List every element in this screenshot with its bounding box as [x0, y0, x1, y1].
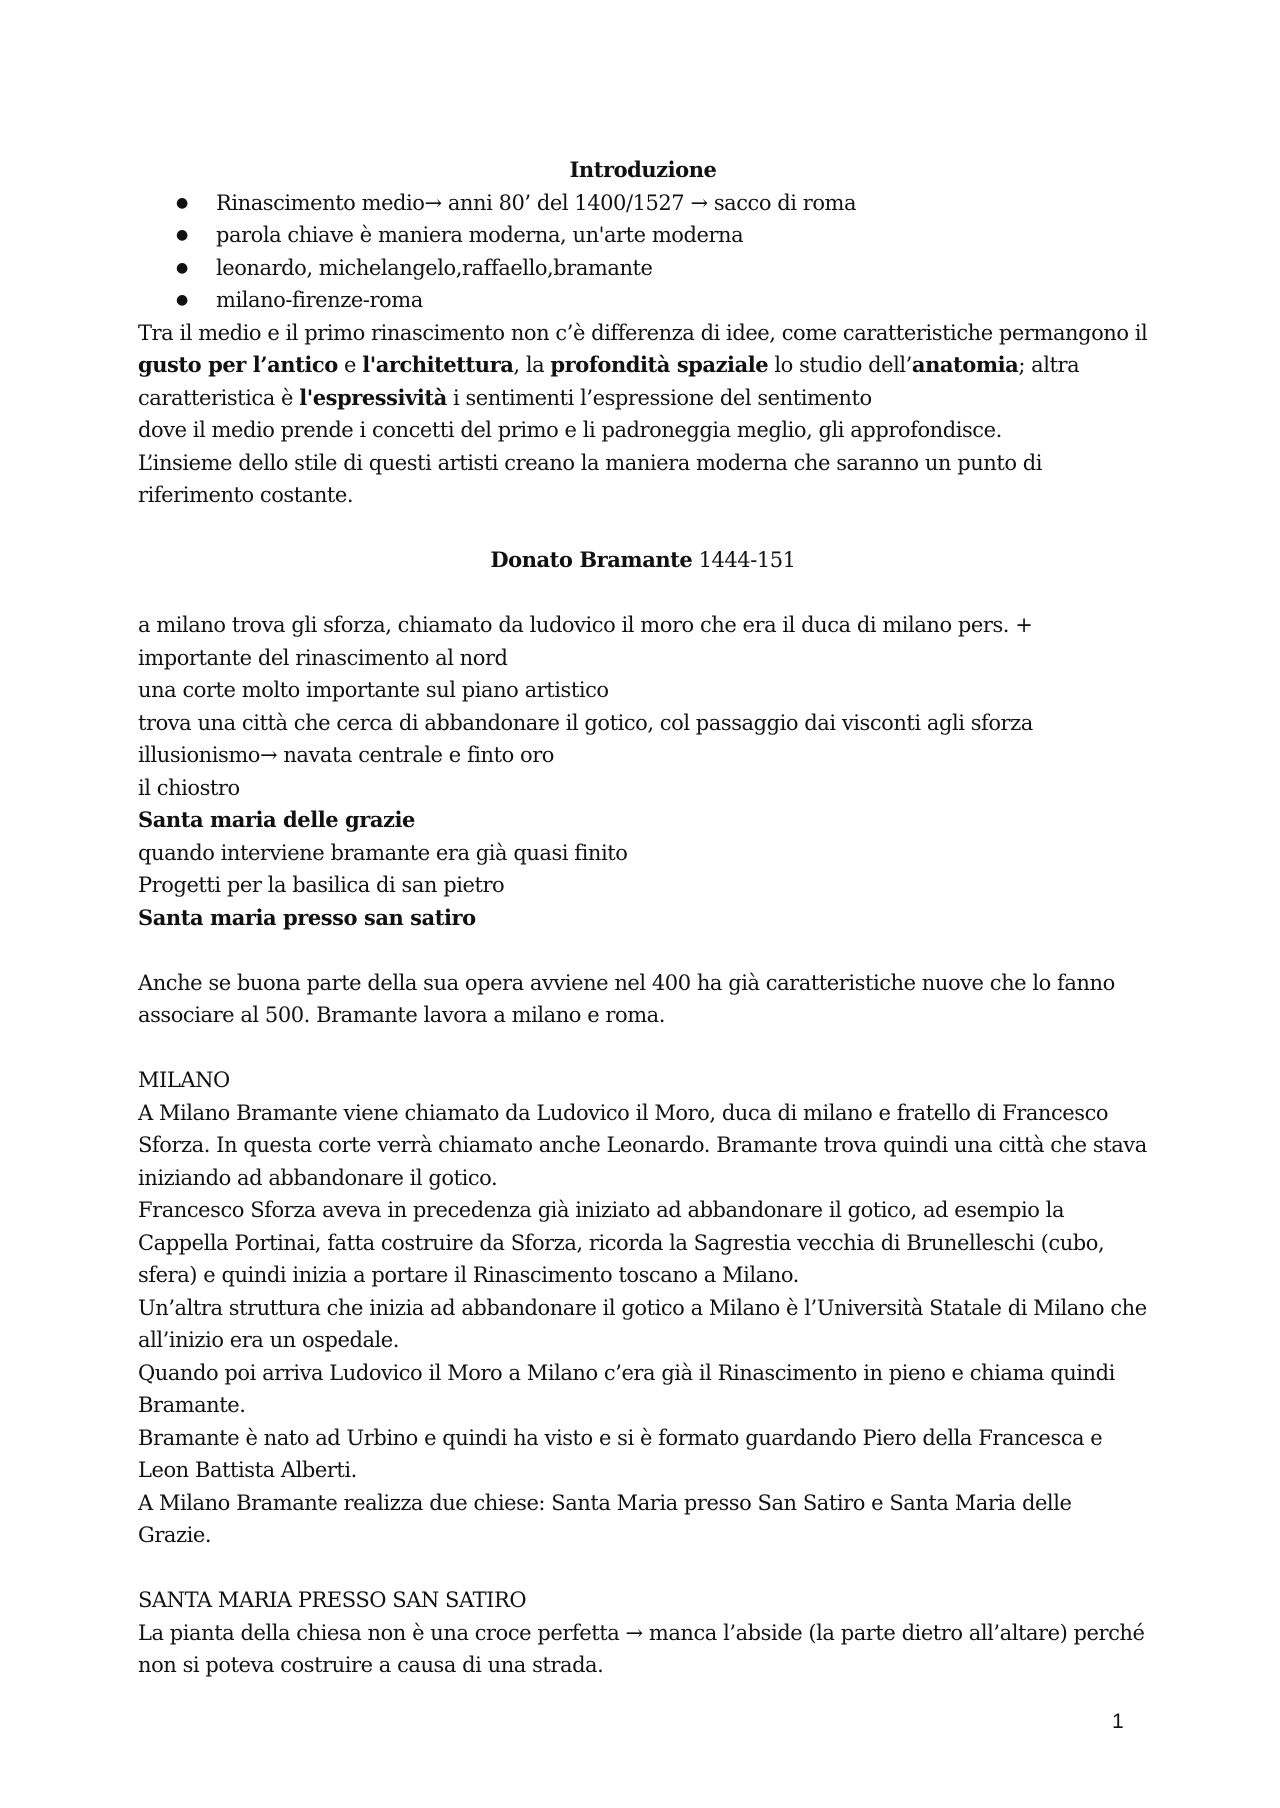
bold-text: profondità spaziale [550, 352, 769, 377]
bramante-line: Progetti per la basilica di san pietro [138, 873, 505, 897]
bold-text: Santa maria delle grazie [138, 807, 415, 832]
list-item: ● milano-firenze-roma [138, 284, 1148, 317]
bold-text: l'espressività [299, 384, 447, 410]
bramante-line: a milano trova gli sforza, chiamato da ludovico il moro che era il duca di milano pers. + importante del rinascimento al nord [138, 613, 1033, 670]
text-span: ; altra caratteristica è [138, 353, 1080, 410]
page-number: 1 [1112, 1710, 1124, 1733]
milano-heading: MILANO [138, 1068, 230, 1092]
bold-text: l'architettura [362, 352, 514, 377]
intro-bullet-list [138, 187, 1148, 317]
text-span: lo studio dell’ [768, 353, 912, 377]
bramante-title [138, 544, 1148, 577]
heading-santa-maria-satiro [138, 902, 1148, 935]
text-span: i sentimenti l’espressione del sentimento [446, 385, 872, 410]
bramante-line: trova una città che cerca di abbandonare il gotico, col passaggio dai visconti agli sforza [138, 710, 1033, 735]
text-span: e [337, 353, 363, 377]
intro-paragraph-2: dove il medio prende i concetti del primo e li padroneggia meglio, gli approfondisce. [138, 418, 1002, 442]
satiro-paragraph: La pianta della chiesa non è una croce perfetta → manca l’abside (la parte dietro all’altare) perché non si poteva costruire a causa di una strada. [138, 1620, 1145, 1677]
milano-paragraph: Francesco Sforza aveva in precedenza già iniziato ad abbandonare il gotico, ad esempio la Cappella Portinai, fatta costruire da Sforza, ricorda la Sagrestia vecchia di Brunelleschi (cubo, sfera) e quindi inizia a portare il Rinascimento toscano a Milano. [138, 1198, 1105, 1287]
bramante-line: quando interviene bramante era già quasi finito [138, 840, 628, 865]
bramante-line: una corte molto importante sul piano artistico [138, 678, 609, 702]
milano-paragraph: Quando poi arriva Ludovico il Moro a Milano c’era già il Rinascimento in pieno e chiama quindi Bramante. [138, 1360, 1115, 1417]
bramante-opera-paragraph: Anche se buona parte della sua opera avviene nel 400 ha già caratteristiche nuove che lo fanno associare al 500. Bramante lavora a milano e roma. [138, 970, 1115, 1027]
bold-text: Santa maria presso san satiro [138, 904, 476, 930]
bramante-line: il chiostro [138, 775, 240, 800]
text-span: Tra il medio e il primo rinascimento non c’è differenza di idee, come caratteristiche permangono il [138, 320, 1148, 345]
bold-text: gusto per l’antico [138, 352, 338, 377]
bramante-title-name: Donato Bramante [490, 547, 693, 572]
bramante-title-dates: 1444-151 [692, 548, 796, 572]
milano-paragraph: A Milano Bramante viene chiamato da Ludovico il Moro, duca di milano e fratello di Francesco Sforza. In questa corte verrà chiamato anche Leonardo. Bramante trova quindi una città che stava iniziando ad abbandonare il gotico. [138, 1100, 1147, 1190]
milano-paragraph: Bramante è nato ad Urbino e quindi ha visto e si è formato guardando Piero della Francesca e Leon Battista Alberti. [138, 1425, 1103, 1482]
document-page [138, 154, 1148, 1682]
milano-paragraph: A Milano Bramante realizza due chiese: Santa Maria presso San Satiro e Santa Maria delle Grazie. [138, 1490, 1072, 1547]
bold-text: anatomia [911, 352, 1019, 377]
list-item: ● parola chiave è maniera moderna, un'arte moderna [138, 219, 1148, 252]
heading-santa-maria-grazie [138, 804, 1148, 837]
intro-title: Introduzione [569, 157, 717, 182]
list-item: ● leonardo, michelangelo,raffaello,bramante [138, 252, 1148, 285]
list-item: ● Rinascimento medio→ anni 80’ del 1400/1527 → sacco di roma [138, 187, 1148, 220]
satiro-heading: SANTA MARIA PRESSO SAN SATIRO [138, 1588, 527, 1612]
bramante-line: illusionismo→ navata centrale e finto oro [138, 743, 554, 767]
text-span: , la [513, 353, 551, 377]
intro-paragraph-3: L’insieme dello stile di questi artisti creano la maniera moderna che saranno un punto di riferimento costante. [138, 450, 1043, 507]
intro-paragraph-1 [138, 317, 1148, 415]
milano-paragraph: Un’altra struttura che inizia ad abbandonare il gotico a Milano è l’Università Statale di Milano che all’inizio era un ospedale. [138, 1295, 1147, 1352]
